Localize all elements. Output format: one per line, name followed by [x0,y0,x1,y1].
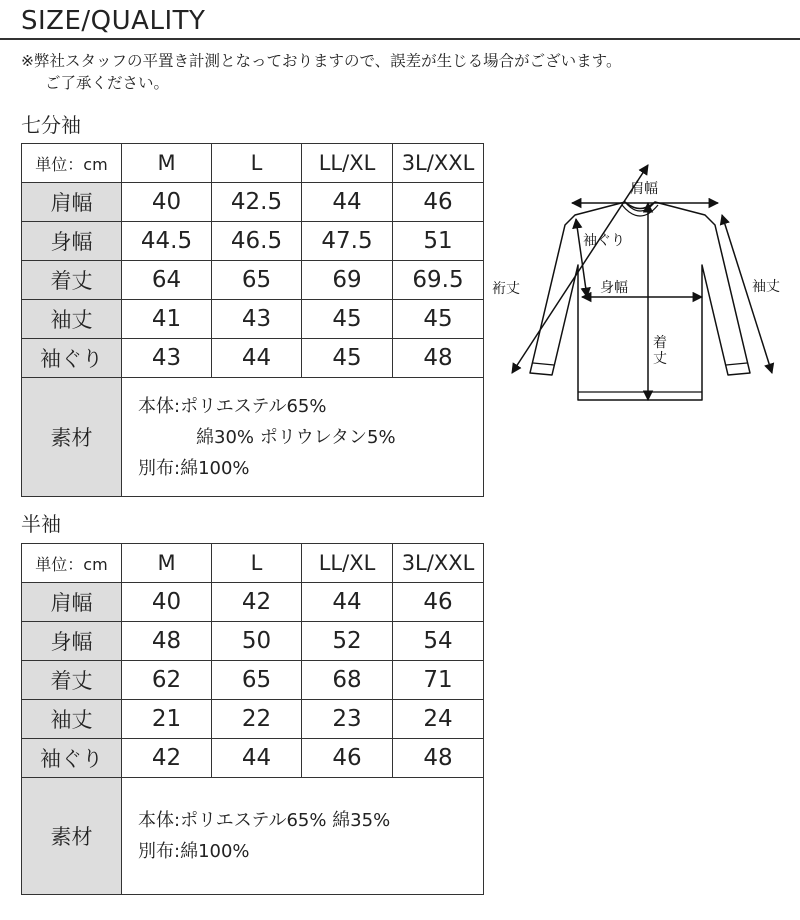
row-label-length: 着丈 [22,661,122,700]
size-llxl-header: LL/XL [302,144,393,183]
table-cell: 44 [302,583,393,622]
body-width-label: 身幅 [600,280,628,296]
length-label-top: 着 [653,335,667,351]
length-label-bottom: 丈 [653,351,667,367]
material-details [122,778,484,895]
size-l-header: L [212,144,302,183]
material-line: 本体:ポリエステル65% 綿35% [138,810,391,831]
table-cell: 43 [212,300,302,339]
table-cell: 44 [302,183,393,222]
size-3lxxl-header: 3L/XXL [393,144,484,183]
table-cell: 45 [302,339,393,378]
table-cell: 44 [212,339,302,378]
table-cell: 54 [393,622,484,661]
table-row [22,261,484,300]
notice-line-1: ※弊社スタッフの平置き計測となっておりますので、誤差が生じる場合がございます。 [21,52,622,70]
unit-label: 単位：cm [22,144,122,183]
table-cell: 42.5 [212,183,302,222]
table-cell: 48 [393,339,484,378]
row-label-shoulder: 肩幅 [22,583,122,622]
size-table-short-sleeve [21,543,484,895]
armhole-label: 袖ぐり [583,233,625,249]
material-line: 別布:綿100% [138,457,250,479]
table-cell: 48 [122,622,212,661]
material-row [22,778,484,895]
size-table-three-quarter [21,143,484,497]
table-cell: 51 [393,222,484,261]
yuki-label: 裄丈 [492,281,520,297]
material-label: 素材 [22,378,122,497]
table-cell: 46.5 [212,222,302,261]
table-cell: 44 [212,739,302,778]
table-row [22,339,484,378]
table-cell: 40 [122,583,212,622]
table-cell: 42 [212,583,302,622]
table-cell: 45 [393,300,484,339]
row-label-armhole: 袖ぐり [22,339,122,378]
row-label-length: 着丈 [22,261,122,300]
material-row [22,378,484,497]
material-line: 綿30% ポリウレタン5% [196,426,396,448]
table-cell: 23 [302,700,393,739]
row-label-body-width: 身幅 [22,622,122,661]
size-m-header: M [122,544,212,583]
table-row [22,222,484,261]
table-cell: 45 [302,300,393,339]
measurement-notice [21,50,781,94]
table-row [22,700,484,739]
shirt-outline [530,202,750,400]
table-row [22,661,484,700]
row-label-shoulder: 肩幅 [22,183,122,222]
material-details [122,378,484,497]
table-cell: 41 [122,300,212,339]
table-cell: 22 [212,700,302,739]
unit-label: 単位：cm [22,544,122,583]
table-cell: 50 [212,622,302,661]
size-header-row [22,144,484,183]
table-cell: 48 [393,739,484,778]
shoulder-label: 肩幅 [630,181,658,197]
size-3lxxl-header: 3L/XXL [393,544,484,583]
size-m-header: M [122,144,212,183]
table-cell: 68 [302,661,393,700]
table-row [22,622,484,661]
table-cell: 69.5 [393,261,484,300]
table-cell: 46 [393,583,484,622]
notice-line-2: ご了承ください。 [45,74,170,92]
material-line: 本体:ポリエステル65% [138,395,327,417]
table-cell: 43 [122,339,212,378]
row-label-armhole: 袖ぐり [22,739,122,778]
sleeve-length-label: 袖丈 [752,279,780,295]
material-line: 別布:綿100% [138,841,250,862]
table-cell: 46 [393,183,484,222]
table-cell: 40 [122,183,212,222]
table-row [22,183,484,222]
size-l-header: L [212,544,302,583]
material-label: 素材 [22,778,122,895]
size-llxl-header: LL/XL [302,544,393,583]
size-header-row [22,544,484,583]
table-cell: 42 [122,739,212,778]
table-row [22,739,484,778]
table-cell: 64 [122,261,212,300]
title-divider [0,38,800,40]
table-cell: 71 [393,661,484,700]
table-cell: 46 [302,739,393,778]
table-cell: 24 [393,700,484,739]
table-cell: 21 [122,700,212,739]
garment-measurement-diagram [490,155,790,415]
table-cell: 65 [212,261,302,300]
page-title: SIZE/QUALITY [21,6,206,36]
table-cell: 52 [302,622,393,661]
table-cell: 47.5 [302,222,393,261]
table-cell: 65 [212,661,302,700]
section-title-short-sleeve: 半袖 [21,512,61,536]
row-label-sleeve-length: 袖丈 [22,300,122,339]
table-cell: 69 [302,261,393,300]
row-label-sleeve-length: 袖丈 [22,700,122,739]
row-label-body-width: 身幅 [22,222,122,261]
table-row [22,583,484,622]
table-row [22,300,484,339]
table-cell: 44.5 [122,222,212,261]
section-title-three-quarter: 七分袖 [21,113,81,137]
table-cell: 62 [122,661,212,700]
